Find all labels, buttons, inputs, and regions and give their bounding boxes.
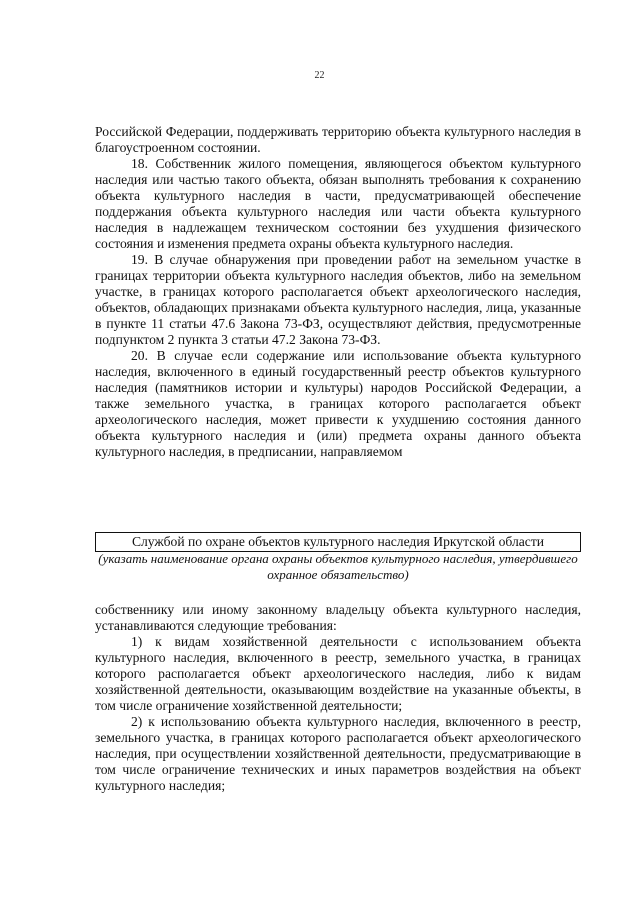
requirement-item-2: 2) к использованию объекта культурного наследия, включенного в реестр, земельного участка, в границах которого располагается объект археологического наследия, при осуществлении хозяйственной деятельности, предусматривающие в том числе ограничение технических и иных параметров воздействия на объект культурного наследия; bbox=[95, 714, 581, 793]
authority-field-note: (указать наименование органа охраны объектов культурного наследия, утвердившего охранное обязательство) bbox=[98, 551, 578, 582]
paragraph-continuation: Российской Федерации, поддерживать территорию объекта культурного наследия в благоустроенном состоянии. bbox=[95, 124, 581, 155]
requirement-item-1: 1) к видам хозяйственной деятельности с использованием объекта культурного наследия, включенного в реестр, земельного участка, в границах которого располагается объект археологического наследия, либо к видам хозяйственной деятельности, оказывающим воздействие на указанные объекты, в том числе ограничение хозяйственной деятельности; bbox=[95, 634, 581, 713]
paragraph-19: 19. В случае обнаружения при проведении работ на земельном участке в границах территории объекта культурного наследия объектов, либо на земельном участке, в границах которого располагается объект археологического наследия, объектов, обладающих признаками объекта культурного наследия, лица, указанные в пункте 11 статьи 47.6 Закона 73-ФЗ, осуществляют действия, предусмотренные подпунктом 2 пункта 3 статьи 47.2 Закона 73-ФЗ. bbox=[95, 252, 581, 347]
paragraph-18: 18. Собственник жилого помещения, являющегося объектом культурного наследия или частью такого объекта, обязан выполнять требования к сохранению объекта культурного наследия в части, предусматривающей обеспечение поддержания объекта культурного наследия или части объекта культурного наследия в надлежащем техническом состоянии без ухудшения физического состояния и изменения предмета охраны объекта культурного наследия. bbox=[95, 156, 581, 251]
section-before-authority bbox=[95, 124, 581, 460]
paragraph-requirements-intro: собственнику или иному законному владельцу объекта культурного наследия, устанавливаются следующие требования: bbox=[95, 602, 581, 633]
paragraph-20: 20. В случае если содержание или использование объекта культурного наследия, включенного в единый государственный реестр объектов культурного наследия (памятников истории и культуры) народов Российской Федерации, а также земельного участка, в границах которого располагается объект археологического наследия, может привести к ухудшению состояния данного объекта культурного наследия и (или) предмета охраны данного объекта культурного наследия, в предписании, направляемом bbox=[95, 348, 581, 459]
section-after-authority bbox=[95, 602, 581, 794]
page-number: 22 bbox=[314, 70, 325, 81]
authority-field: Службой по охране объектов культурного наследия Иркутской области bbox=[95, 532, 581, 552]
